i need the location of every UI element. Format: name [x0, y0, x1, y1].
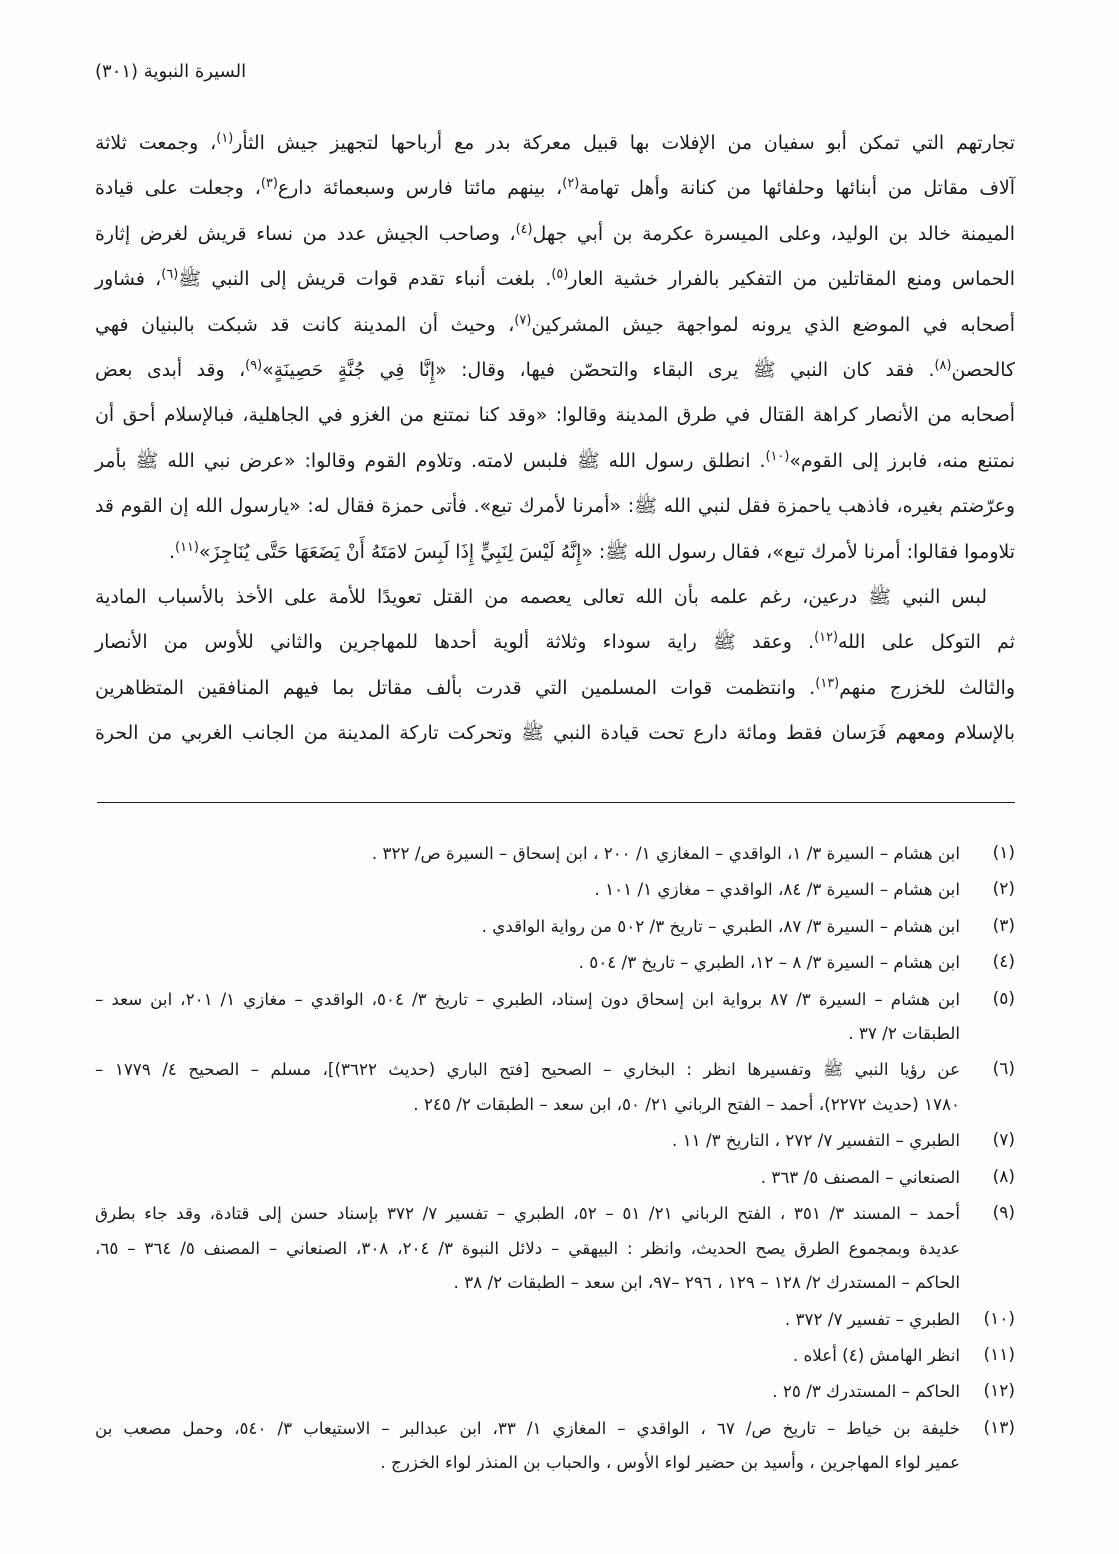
text-line: ثم التوكل على الله$^{(١٢)}$. وعقد ﷺ راية سوداء وثلاثة ألوية أحدها للمهاجرين والثاني للأوس من الأنصار [95, 630, 1015, 654]
footnote-line: الصنعاني – المصنف ٥/ ٣٦٣ . [760, 1166, 960, 1187]
footnote-line: الطبري – التفسير ٧/ ٢٧٢ ، التاريخ ٣/ ١١ . [672, 1130, 960, 1151]
footnote [95, 1411, 1015, 1480]
footnote-number: (٧) [992, 1130, 1015, 1151]
main-text [95, 121, 1015, 757]
footnote-line: ابن هشام – السيرة ٣/ ٨٧، الطبري – تاريخ ٣/ ٥٠٢ من رواية الواقدي . [481, 915, 960, 936]
footnote [95, 1374, 1015, 1409]
footnote-text [95, 836, 960, 871]
footnote-line: ابن هشام – السيرة ٣/ ١، الواقدي – المغازي ١/ ٢٠٠ ، ابن إسحاق – السيرة ص/ ٣٢٢ . [371, 843, 960, 863]
footnote-number: (١) [992, 843, 1015, 863]
footnote-text [95, 1411, 960, 1480]
footnote-line: عن رؤيا النبي ﷺ وتفسيرها انظر : البخاري – الصحيح [فتح الباري (حديث ٣٦٢٢)]، مسلم – الصحيح ٤/ ١٧٧٩ – [95, 1059, 961, 1080]
text-line: كالحصن$^{(٨)}$. فقد كان النبي ﷺ يرى البقاء والتحصّن فيها، وقال: «إِنَّا فِي جُنَّةٍ حَصِينَةٍ»$^{(٩)}$، وقد أبدى بعض [95, 357, 1015, 382]
footnote-line: الحاكم – المستدرك ٣/ ٢٥ . [772, 1381, 960, 1402]
footnote-number: (١٣) [983, 1417, 1015, 1438]
text-line: أصحابه في الموضع الذي يرونه لمواجهة جيش المشركين$^{(٧)}$، وحيث أن المدينة كانت قد شبكت بالبنيان فهي [95, 312, 1015, 336]
footnote-text [95, 1052, 960, 1121]
footnote [95, 982, 1015, 1051]
footnote-reference: (٩) [245, 357, 263, 373]
footnote-reference: (١٢) [814, 630, 839, 646]
footnote-line: انظر الهامش (٤) أعلاه . [792, 1344, 960, 1365]
footnote [95, 909, 1015, 944]
footnote-number: (٦) [992, 1059, 1015, 1080]
footnote-text [95, 909, 960, 944]
footnote-text [95, 1374, 960, 1409]
footnote-line: الطبري – تفسير ٧/ ٣٧٢ . [784, 1308, 960, 1329]
paragraph [95, 575, 1015, 757]
footnote-reference: (٦) [161, 267, 179, 283]
footnote-line: أحمد – المسند ٣/ ٣٥١ ، الفتح الرباني ٢١/ ٥١ – ٥٢، الطبري – تفسير ٧/ ٣٧٢ بإسناد حسن إلى قتادة، وقد جاء بطرق [95, 1203, 960, 1224]
footnote-line: الحاكم – المستدرك ٢/ ١٢٨ – ١٢٩ ، ٢٩٦ –٩٧، ابن سعد – الطبقات ٢/ ٣٨ . [453, 1272, 960, 1293]
footnote-reference: (١) [216, 130, 234, 146]
footnote-number: (٩) [992, 1203, 1015, 1224]
text-line: تجارتهم التي تمكن أبو سفيان من الإفلات بها قبيل معركة بدر مع أرباحها لتجهيز جيش الثأر$^{(١)}$، وجمعت ثلاثة [95, 130, 1016, 154]
footnote-reference: (٢) [562, 176, 580, 192]
footnote [95, 1160, 1015, 1195]
footnote [95, 945, 1015, 980]
footnote-reference: (٤) [515, 221, 533, 237]
text-line: آلاف مقاتل من أبنائها وحلفائها من كنانة وأهل تهامة$^{(٢)}$، بينهم مائتا فارس وسبعمائة دارع$^{(٣)}$، وجعلت على قيادة [95, 176, 1015, 200]
footnote-number: (١٢) [983, 1381, 1015, 1402]
footnote-number: (٨) [992, 1166, 1015, 1187]
text-line: والثالث للخزرج منهم$^{(١٣)}$. وانتظمت قوات المسلمين التي قدرت بألف مقاتل بما فيهم المنافقين المتظاهرين [95, 675, 1015, 699]
text-line: لبس النبي ﷺ درعين، رغم علمه بأن الله تعالى يعصمه من القتل تعويدًا للأمة على الأخذ بالأسباب المادية [95, 586, 987, 609]
footnote [95, 1123, 1015, 1158]
footnote-line: عمير لواء المهاجرين ، وأسيد بن حضير لواء الأوس ، والحباب بن المنذر لواء الخزرج . [380, 1452, 960, 1473]
footnote-reference: (١٣) [815, 675, 840, 691]
footnote-separator [97, 802, 1015, 803]
paragraph [95, 121, 1015, 575]
text-line: بالإسلام ومعهم فَرَسان فقط ومائة دارع تحت قيادة النبي ﷺ وتحركت تاركة المدينة من الجانب الغربي من الحرة [95, 722, 1015, 745]
text-line: الحماس ومنع المقاتلين من التفكير بالفرار خشية العار$^{(٥)}$. بلغت أنباء تقدم قوات قريش إلى النبي ﷺ$^{(٦)}$، فشاور [95, 267, 1015, 291]
footnote-line: الطبقات ٢/ ٣٧ . [848, 1023, 960, 1044]
footnote-line: عديدة وبمجموع الطرق يصح الحديث، وانظر : البيهقي – دلائل النبوة ٣/ ٢٠٤، ٣٠٨، الصنعاني – المصنف ٥/ ٣٦٤ – ٦٥، [95, 1237, 960, 1258]
text-line: أصحابه من الأنصار كراهة القتال في طرق المدينة وقالوا: «وقد كنا نمتنع من الغزو في الجاهلية، فبالإسلام أحق أن [95, 404, 1015, 427]
text-line: وعرّضتم بغيره، فاذهب ياحمزة فقل لنبي الله ﷺ: «أمرنا لأمرك تبع». فأتى حمزة فقال له: «يارسول الله إن القوم قد [95, 495, 1015, 518]
footnote-reference: (٣) [260, 176, 278, 192]
footnote-number: (٤) [992, 952, 1015, 973]
footnote-line: ابن هشام – السيرة ٣/ ٨٧ برواية ابن إسحاق دون إسناد، الطبري – تاريخ ٣/ ٥٠٤، الواقدي – مغازي ١/ ٢٠١، ابن سعد – [95, 988, 960, 1009]
footnote-reference: (٥) [551, 267, 569, 283]
footnote-line: ابن هشام – السيرة ٣/ ٨٤، الواقدي – مغازي ١/ ١٠١ . [594, 879, 960, 900]
footnotes [95, 836, 1015, 1482]
footnote-number: (٢) [992, 879, 1015, 900]
footnote-reference: (١١) [175, 539, 199, 555]
footnote-text [95, 945, 960, 980]
footnote-line: خليفة بن خياط – تاريخ ص/ ٦٧ ، الواقدي – المغازي ١/ ٣٣، ابن عبدالبر – الاستيعاب ٣/ ٥٤٠، وحمل مصعب بن [95, 1417, 960, 1438]
footnote [95, 872, 1015, 907]
footnote-text [95, 982, 960, 1051]
text-line: نمتنع منه، فابرز إلى القوم»$^{(١٠)}$. انطلق رسول الله ﷺ فلبس لامته. وتلاوم القوم وقالوا: «عرض نبي الله ﷺ بأمر [95, 448, 1015, 472]
footnote-line: ابن هشام – السيرة ٣/ ٨ – ١٢، الطبري – تاريخ ٣/ ٥٠٤ . [578, 952, 960, 973]
footnote-reference: (١٠) [765, 448, 790, 464]
running-header: السيرة النبوية (٣٠١) [95, 61, 247, 82]
footnote [95, 836, 1015, 871]
footnote-number: (١١) [983, 1344, 1015, 1365]
footnote [95, 1196, 1015, 1300]
footnote-text [95, 1160, 960, 1195]
footnote [95, 1302, 1015, 1337]
footnote-reference: (٨) [934, 357, 952, 373]
footnote-reference: (٧) [514, 312, 532, 328]
footnote-line: ١٧٨٠ (حديث ٢٢٧٢)، أحمد – الفتح الرباني ٢١/ ٥٠، ابن سعد – الطبقات ٢/ ٢٤٥ . [413, 1093, 960, 1114]
footnote-number: (٥) [992, 988, 1015, 1009]
footnote-text [95, 1123, 960, 1158]
footnote-text [95, 1196, 960, 1300]
footnote-text [95, 1302, 960, 1337]
footnote-text [95, 872, 960, 907]
text-line: الميمنة خالد بن الوليد، وعلى الميسرة عكرمة بن أبي جهل$^{(٤)}$، وصاحب الجيش عدد من نساء قريش لغرض إثارة [95, 221, 1015, 245]
footnote-number: (٣) [992, 915, 1015, 936]
footnote-number: (١٠) [983, 1308, 1015, 1329]
footnote [95, 1052, 1015, 1121]
footnote-text [95, 1338, 960, 1373]
footnote [95, 1338, 1015, 1373]
text-line: تلاوموا فقالوا: أمرنا لأمرك تبع»، فقال رسول الله ﷺ: «إِنَّهُ لَيْسَ لِنَبِيٍّ إِذَا لَبِسَ لامَتَهُ أَنْ يَضَعَهَا حَتَّى يُنَاجِزَ»$^{(١١)}$. [169, 539, 1015, 563]
